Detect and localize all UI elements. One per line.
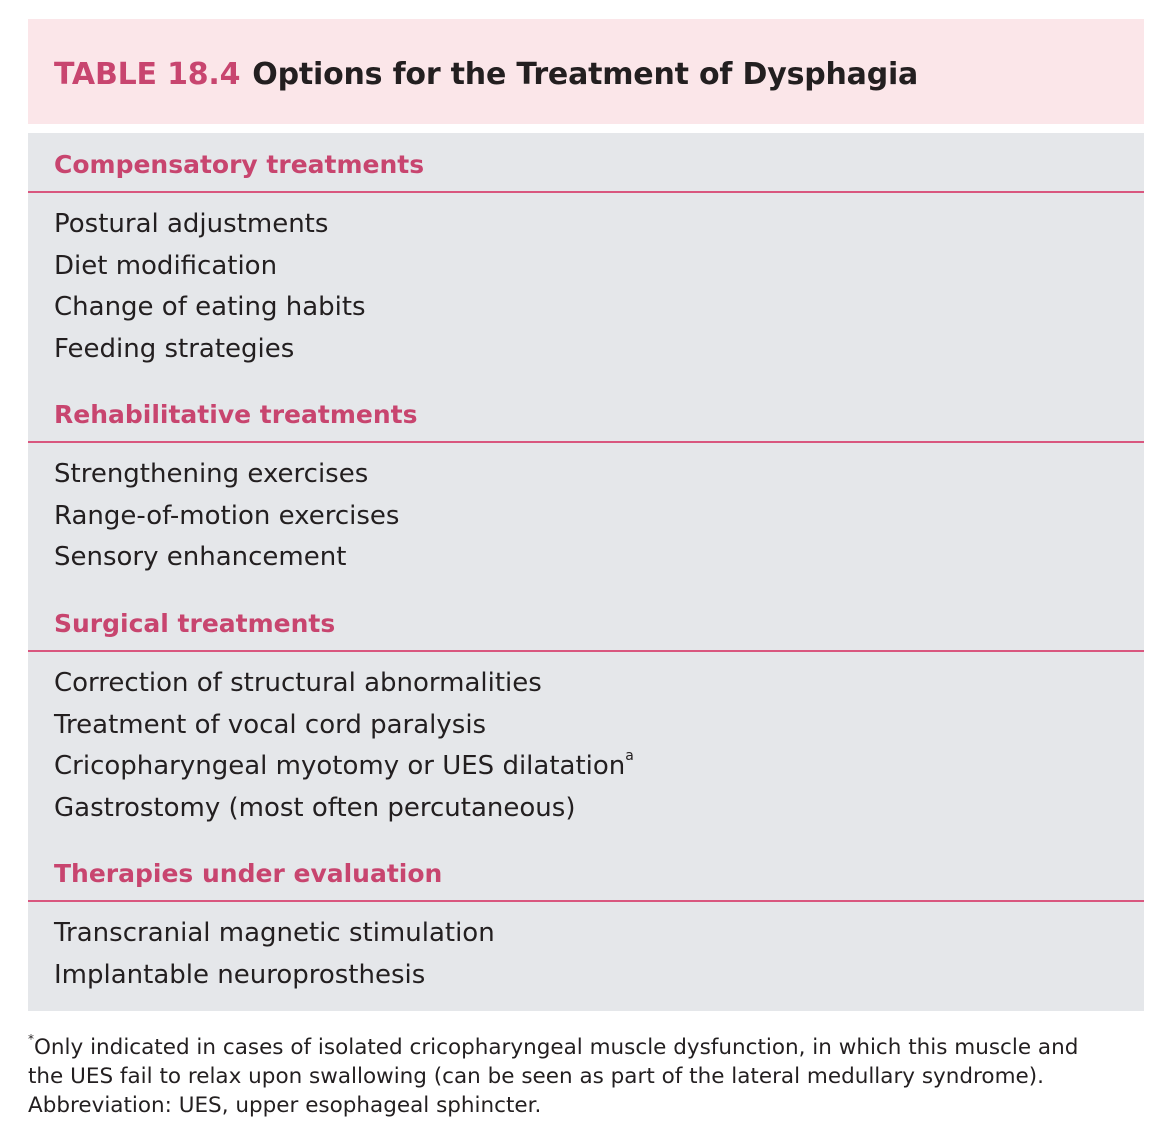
section-heading-text: Therapies under evaluation [54,859,443,888]
list-item: Sensory enhancement [54,542,347,573]
list-item: Range-of-motion exercises [54,500,400,531]
list-item: Postural adjustments [54,209,329,239]
table-number: TABLE 18.4 [54,57,241,92]
section-surgical [28,592,1144,830]
section-heading [28,592,1144,652]
section-rehabilitative [28,383,1144,579]
table-header [28,19,1144,124]
list-item: Strengthening exercises [54,459,369,489]
section-heading-text: Compensatory treatments [54,150,425,179]
list-item: Treatment of vocal cord paralysis [54,709,487,740]
footnote-marker: * [28,1032,34,1046]
superscript-marker: a [625,748,634,765]
footnote-abbreviation: Abbreviation: UES, upper esophageal sphincter. [28,1093,542,1118]
footnote-line-1 [28,1033,1148,1062]
section-items [28,902,1144,996]
section-therapies-under-evaluation [28,842,1144,996]
section-heading [28,383,1144,443]
list-item-text: Cricopharyngeal myotomy or UES dilatation [54,751,626,782]
list-item: Gastrostomy (most often percutaneous) [54,793,576,824]
section-items [28,443,1144,579]
list-item: Implantable neuroprosthesis [54,959,426,990]
table-body [28,133,1144,1011]
footnote-text: Only indicated in cases of isolated cricopharyngeal muscle dysfunction, in which this muscle and [34,1035,1079,1060]
section-heading-text: Surgical treatments [54,609,336,638]
list-item: Transcranial magnetic stimulation [54,918,495,948]
list-item: Feeding strategies [54,334,295,365]
list-item [28,746,1144,788]
list-item: Change of eating habits [54,292,366,323]
table-title-text: Options for the Treatment of Dysphagia [252,57,919,92]
section-heading [28,133,1144,193]
section-heading-text: Rehabilitative treatments [54,400,418,429]
section-compensatory [28,133,1144,371]
section-heading [28,842,1144,902]
table-title [54,57,918,92]
list-item: Correction of structural abnormalities [54,668,542,698]
table-footnote [28,1033,1148,1120]
section-items [28,193,1144,371]
list-item: Diet modification [54,250,278,281]
footnote-line-2: the UES fail to relax upon swallowing (can be seen as part of the lateral medullary syndrome). [28,1064,1044,1089]
section-items [28,652,1144,830]
